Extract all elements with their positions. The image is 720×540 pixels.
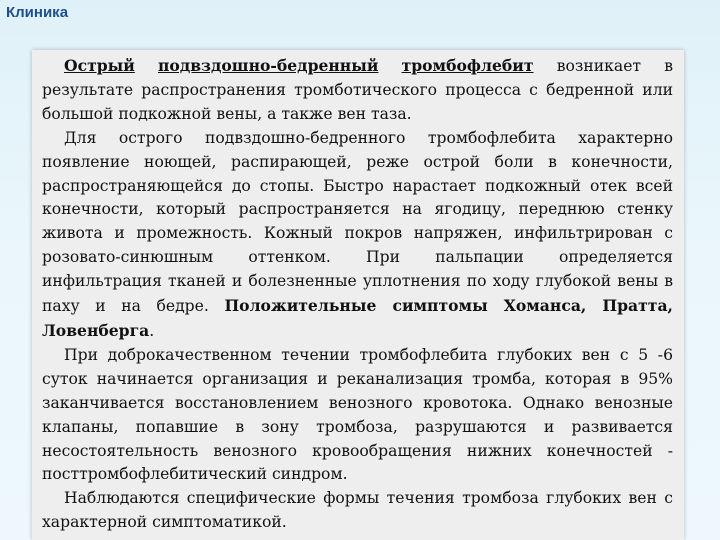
paragraph-2-end: . [149, 321, 155, 340]
term-thrombophlebitis: тромбофлебит [401, 56, 534, 75]
paragraph-1 [42, 54, 673, 127]
slide-title: Клиника [6, 4, 69, 21]
paragraph-3-text: При доброкачественном течении тромбофлебита глубоких вен с 5 -6 суток начинается организация и реканализация тромба, которая в 95% заканчивается восстановлением венозного кровотока. Однако венозные клапаны, попавшие в зону тромбоза, разрушаются и развивается несостоятельность венозного кровообращения нижних конечностей - посттромбофлебитический синдром. [42, 345, 673, 484]
term-acute: Острый [64, 56, 135, 75]
paragraph-3 [42, 344, 673, 487]
paragraph-2-text: Для острого подвздошно-бедренного тромбофлебита характерно появление ноющей, распирающей, реже острой боли в конечности, распространяющейся до стопы. Быстро нарастает подкожный отек всей конечности, который распространяется на ягодицу, переднюю стенку живота и промежность. Кожный покров напряжен, инфильтрирован с розовато-синюшным оттенком. При пальпации определяется инфильтрация тканей и болезненные уплотнения по ходу глубокой вены в паху и на бедре. [42, 128, 673, 316]
paragraph-1-text: возникает в результате распространения тромботического процесса с бедренной или большой подкожной вены, а также вен таза. [42, 57, 673, 123]
paragraph-4 [42, 487, 673, 535]
positive-symptoms: Положительные симптомы Хоманса, Пратта, Ловенберга [42, 296, 673, 340]
term-iliofemoral: подвздошно-бедренный [158, 56, 379, 75]
slide-body [42, 54, 673, 535]
paragraph-2 [42, 127, 673, 344]
paragraph-4-text: Наблюдаются специфические формы течения тромбоза глубоких вен с характерной симптоматикой. [42, 489, 673, 532]
